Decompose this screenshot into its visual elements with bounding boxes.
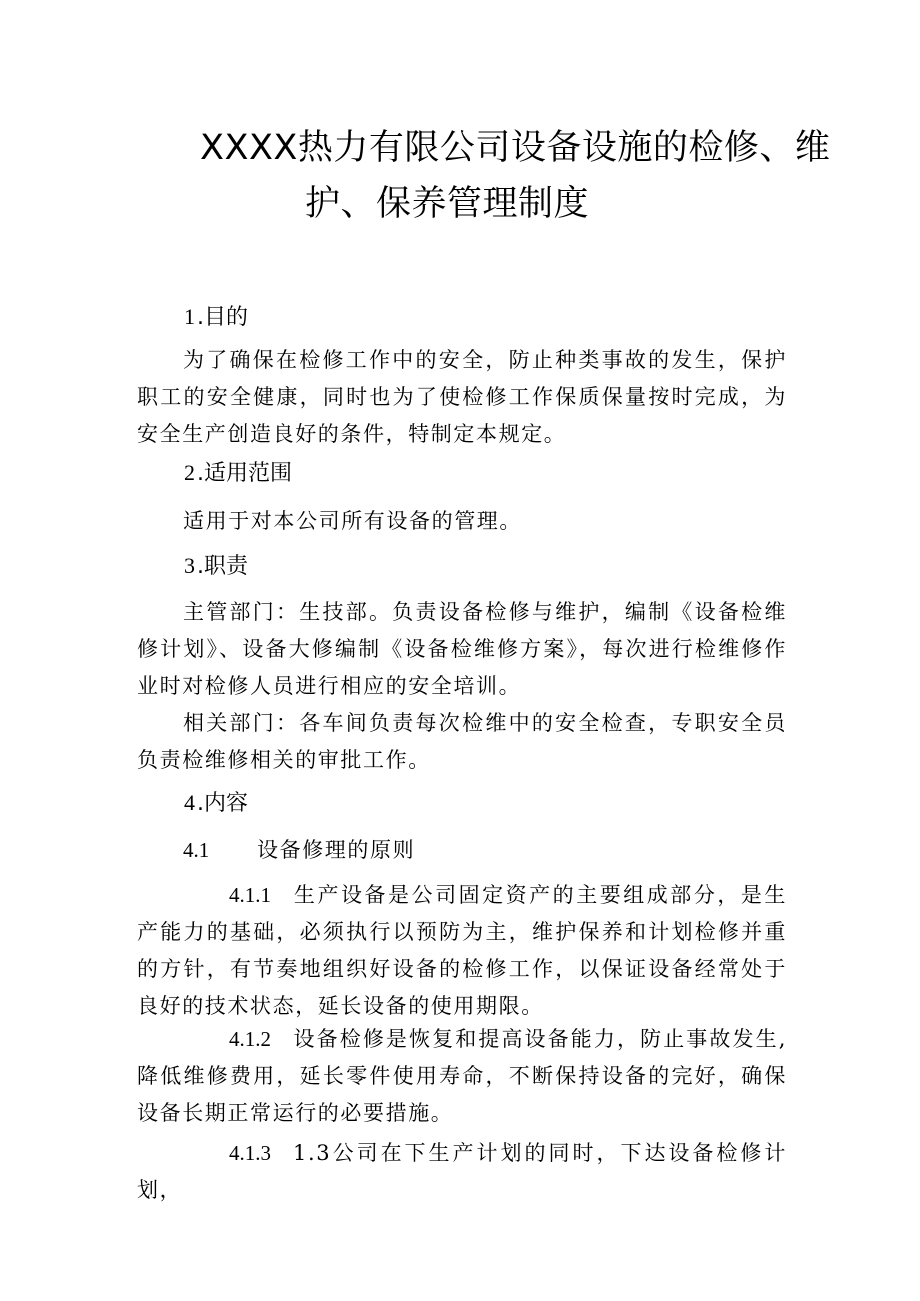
- document-title-line-1: XXXX热力有限公司设备设施的检修、维: [200, 128, 831, 168]
- item-4-1-1: [137, 877, 787, 1025]
- item-4-1-3-text: 1.3公司在下生产计划的同时，下达设备检修计划，: [137, 1141, 787, 1202]
- section-1-heading: [184, 302, 248, 333]
- item-4-1-3: [137, 1135, 787, 1209]
- section-3-paragraph-2: 相关部门：各车间负责每次检维中的安全检查，专职安全员负责检维修相关的审批工作。: [137, 711, 787, 772]
- section-3-heading: [184, 551, 248, 582]
- section-1-paragraph: 为了确保在检修工作中的安全，防止种类事故的发生，保护职工的安全健康，同时也为了使检修工作保质保量按时完成，为安全生产创造良好的条件，特制定本规定。: [137, 348, 787, 446]
- subsection-4-1: [183, 835, 415, 865]
- subsection-4-1-text: 设备修理的原则: [257, 838, 416, 862]
- section-2-paragraph: 适用于对本公司所有设备的管理。: [183, 509, 522, 533]
- section-2-heading: [184, 458, 292, 489]
- subsection-4-1-label: 4.1: [183, 838, 210, 862]
- item-4-1-3-label: 4.1.3: [229, 1141, 271, 1165]
- section-3-number: 3: [184, 553, 195, 578]
- section-3-title: .职责: [197, 554, 248, 579]
- item-4-1-1-text: 生产设备是公司固定资产的主要组成部分，是生产能力的基础，必须执行以预防为主，维护保养和计划检修并重的方针，有节奏地组织好设备的检修工作，以保证设备经常处于良好的技术状态，延长设备的使用期限。: [137, 883, 787, 1018]
- section-3-paragraph-1: 主管部门：生技部。负责设备检修与维护，编制《设备检维修计划》、设备大修编制《设备检维修方案》，每次进行检维修作业时对检修人员进行相应的安全培训。: [137, 600, 787, 698]
- section-4-number: 4: [184, 790, 195, 815]
- section-2-title: .适用范围: [197, 461, 292, 486]
- section-1-number: 1: [184, 304, 195, 329]
- section-4-title: .内容: [197, 791, 248, 816]
- document-title-line-2: 护、保养管理制度: [305, 184, 590, 224]
- item-4-1-2: [137, 1021, 787, 1132]
- section-4-heading: [184, 788, 248, 819]
- item-4-1-2-label: 4.1.2: [229, 1027, 271, 1051]
- item-4-1-2-text: 设备检修是恢复和提高设备能力，防止事故发生,降低维修费用，延长零件使用寿命，不断保持设备的完好，确保设备长期正常运行的必要措施。: [137, 1027, 787, 1125]
- section-1-title: .目的: [197, 305, 248, 330]
- item-4-1-1-label: 4.1.1: [229, 883, 271, 907]
- section-2-number: 2: [184, 460, 195, 485]
